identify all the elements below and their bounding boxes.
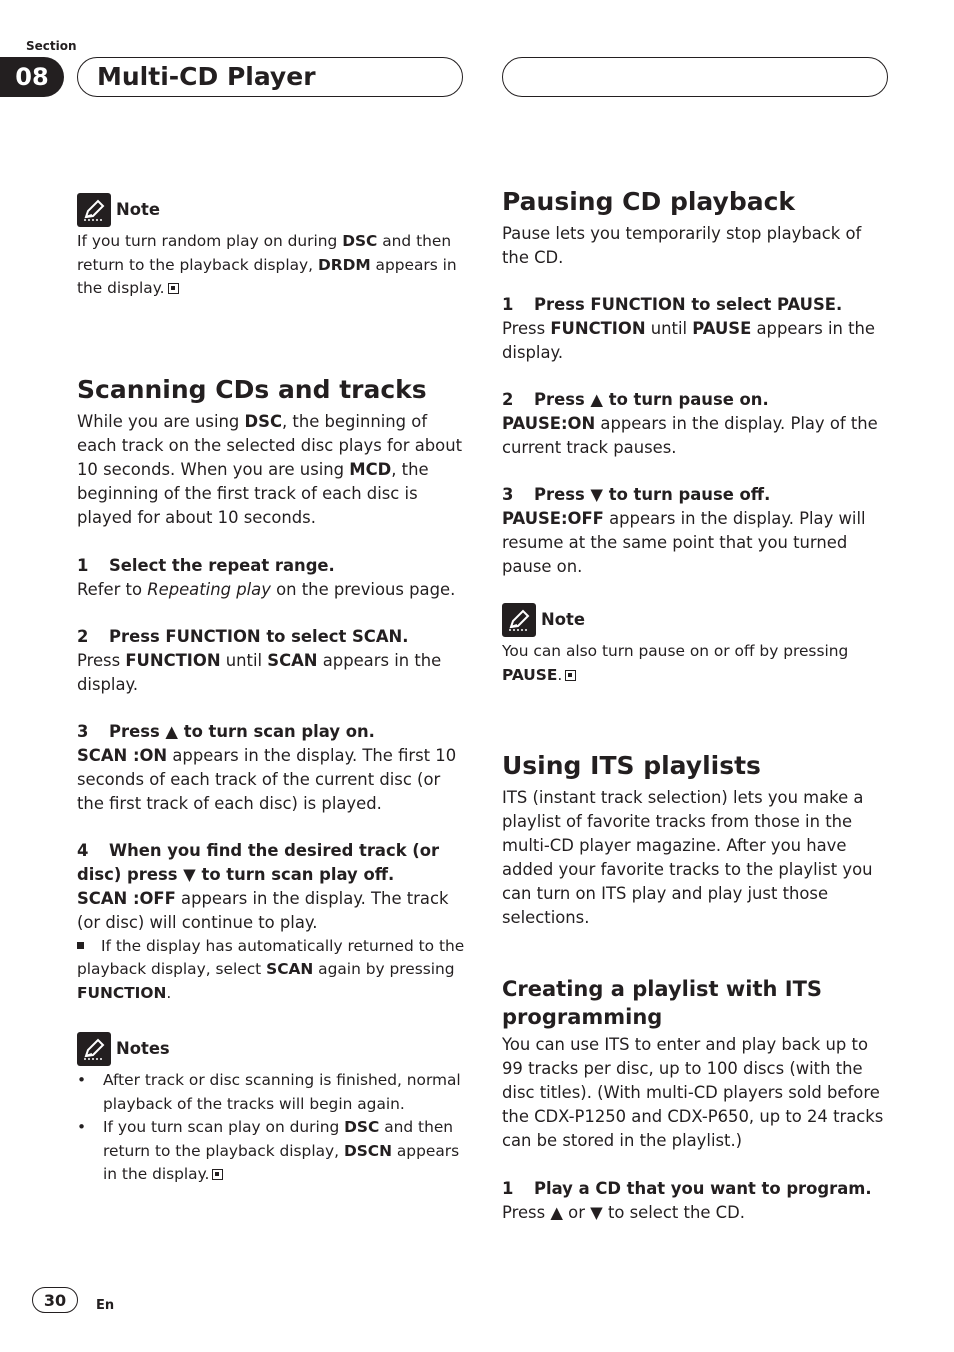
- section-label: Section: [26, 39, 77, 53]
- note-header: [77, 1031, 467, 1067]
- step-heading: 2 Press ▲ to turn pause on.: [502, 390, 769, 409]
- language-code: En: [96, 1298, 115, 1313]
- list-item: • If you turn scan play on during DSC and then return to the playback display, DSCN appears in the display.: [77, 1118, 460, 1183]
- its-intro: ITS (instant track selection) lets you make a playlist of favorite tracks from those in the multi-CD player magazine. After you have added your favorite tracks to the playlist you can turn on ITS play and play just those selections.: [502, 788, 873, 927]
- note-block: [502, 602, 892, 687]
- pencil-note-icon: [77, 1032, 111, 1066]
- step-text: PAUSE:OFF appears in the display. Play will resume at the same point that you turned pause on.: [502, 509, 866, 576]
- step-heading: 3 Press ▲ to turn scan play on.: [77, 721, 375, 741]
- section-number-badge: 08: [0, 57, 64, 97]
- right-column: [502, 187, 892, 1225]
- step-text: SCAN :OFF appears in the display. The track (or disc) will continue to play.: [77, 888, 449, 932]
- heading-pausing: Pausing CD playback: [502, 187, 796, 216]
- step-heading: 1 Press FUNCTION to select PAUSE.: [502, 295, 843, 314]
- scanning-intro: While you are using DSC, the beginning of each track on the selected disc plays for about 10 seconds. When you are using MCD, the beginning of the first track of each disc is played for about 10 seconds.: [77, 411, 463, 527]
- step-subnote: If the display has automatically returned to the playback display, select SCAN again by pressing FUNCTION.: [77, 936, 465, 1002]
- square-bullet-icon: [77, 942, 84, 949]
- step-heading: 1 Play a CD that you want to program.: [502, 1179, 872, 1198]
- left-column: [77, 192, 467, 1187]
- note-block: [77, 192, 467, 301]
- end-mark-icon: [168, 283, 179, 294]
- creating-intro: You can use ITS to enter and play back up to 99 tracks per disc, up to 100 discs (with the disc titles). (With multi-CD players sold before the CDX-P1250 and CDX-P650, up to 24 tracks can be stored in the playlist.): [502, 1035, 884, 1150]
- step-text: PAUSE:ON appears in the display. Play of the current track pauses.: [502, 414, 878, 457]
- step-heading: 3 Press ▼ to turn pause off.: [502, 485, 771, 504]
- step-heading: 2 Press FUNCTION to select SCAN.: [77, 626, 409, 646]
- pencil-note-icon: [77, 193, 111, 227]
- subheading-creating-playlist: Creating a playlist with ITS programming: [502, 977, 823, 1029]
- list-item: • After track or disc scanning is finished, normal playback of the tracks will begin again.: [77, 1071, 461, 1113]
- notes-label: Notes: [116, 1039, 170, 1058]
- pencil-note-icon: [502, 603, 536, 637]
- heading-its: Using ITS playlists: [502, 751, 761, 780]
- step-text: Press FUNCTION until PAUSE appears in the display.: [502, 319, 876, 362]
- step-heading: 1 Select the repeat range.: [77, 555, 335, 575]
- section-title: Multi-CD Player: [97, 62, 316, 91]
- empty-title-frame: [502, 57, 888, 97]
- note-label: Note: [116, 200, 160, 219]
- step-text: Press FUNCTION until SCAN appears in the display.: [77, 650, 442, 694]
- step-text: Refer to Repeating play on the previous page.: [77, 579, 456, 599]
- note-text: If you turn random play on during DSC and then return to the playback display, DRDM appears in the display.: [77, 232, 457, 297]
- notes-block: [77, 1031, 467, 1187]
- heading-scanning: Scanning CDs and tracks: [77, 374, 427, 404]
- step-text: Press ▲ or ▼ to select the CD.: [502, 1203, 745, 1222]
- note-header: [77, 192, 467, 228]
- page-number: 30: [32, 1287, 78, 1313]
- end-mark-icon: [565, 670, 576, 681]
- note-label: Note: [541, 610, 585, 629]
- note-text: You can also turn pause on or off by pressing PAUSE.: [502, 642, 849, 684]
- pausing-intro: Pause lets you temporarily stop playback of the CD.: [502, 224, 862, 267]
- end-mark-icon: [212, 1169, 223, 1180]
- step-text: SCAN :ON appears in the display. The first 10 seconds of each track of the current disc (or the first track of each disc) is played.: [77, 745, 457, 813]
- note-header: [502, 602, 892, 638]
- step-heading: 4 When you find the desired track (or disc) press ▼ to turn scan play off.: [77, 840, 440, 884]
